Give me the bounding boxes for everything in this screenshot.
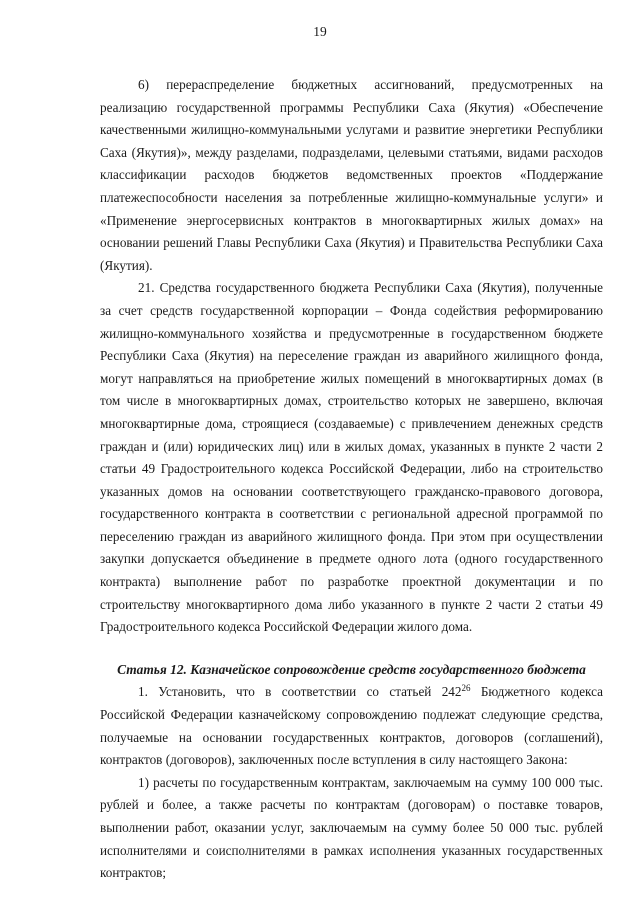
paragraph-21: 21. Средства государственного бюджета Республики Саха (Якутия), полученные за счет средств государственной корпорации – Фонда содействия реформированию жилищно-коммунального хозяйства и предусмотренные в государственном бюджете Республики Саха (Якутия) на переселение граждан из аварийного жилищного фонда, могут направляться на приобретение жилых помещений в многоквартирных домах (в том числе в многоквартирных домах, строительство которых не завершено, включая многоквартирные дома, строящиеся (создаваемые) с привлечением денежных средств граждан и (или) юридических лиц) или в жилых домах, указанных в пункте 2 части 2 статьи 49 Градостроительного кодекса Российской Федерации, либо на строительство указанных домов на основании соответствующего гражданско-правового договора, государственного контракта в соответствии с региональной адресной программой по переселению граждан из аварийного жилищного фонда. При этом при осуществлении закупки допускается объединение в предмете одного лота (одного государственного контракта) выполнение работ по разработке проектной документации и по строительству многоквартирного дома либо указанного в пункте 2 части 2 статьи 49 Градостроительного кодекса Российской Федерации жилого дома. — [100, 280, 603, 635]
article-12-p1-start: 1. Установить, что в соответствии со статьей 242 — [138, 684, 462, 700]
document-body — [100, 74, 603, 885]
article-12-item-1: 1) расчеты по государственным контрактам, заключаемым на сумму 100 000 тыс. рублей и более, а также расчеты по контрактам (договорам) о поставке товаров, выполнении работ, оказании услуг, заключаемым на сумму более 50 000 тыс. рублей исполнителями и соисполнителями в рамках исполнения указанных государственных контрактов; — [100, 774, 603, 881]
article-12-paragraph-1 — [100, 681, 603, 771]
article-12-p1-rest: Бюджетного кодекса Российской Федерации казначейскому сопровождению подлежат следующие средства, получаемые на основании государственных контрактов, договоров (соглашений), контрактов (договоров), заключенных после вступления в силу настоящего Закона: — [100, 684, 603, 768]
article-12-heading: Статья 12. Казначейское сопровождение средств государственного бюджета — [117, 661, 586, 677]
page-number: 19 — [313, 24, 327, 39]
paragraph-6: 6) перераспределение бюджетных ассигнований, предусмотренных на реализацию государственной программы Республики Саха (Якутия) «Обеспечение качественными жилищно-коммунальными услугами и развитие энергетики Республики Саха (Якутия)», между разделами, подразделами, целевыми статьями, видами расходов классификации расходов бюджетов ведомственных проектов «Поддержание платежеспособности населения за потребленные жилищно-коммунальные услуги» и «Применение энергосервисных контрактов в многоквартирных жилых домах» на основании решений Главы Республики Саха (Якутия) и Правительства Республики Саха (Якутия). — [100, 77, 603, 273]
article-number-superscript: 26 — [461, 683, 471, 694]
spacer — [100, 639, 603, 659]
